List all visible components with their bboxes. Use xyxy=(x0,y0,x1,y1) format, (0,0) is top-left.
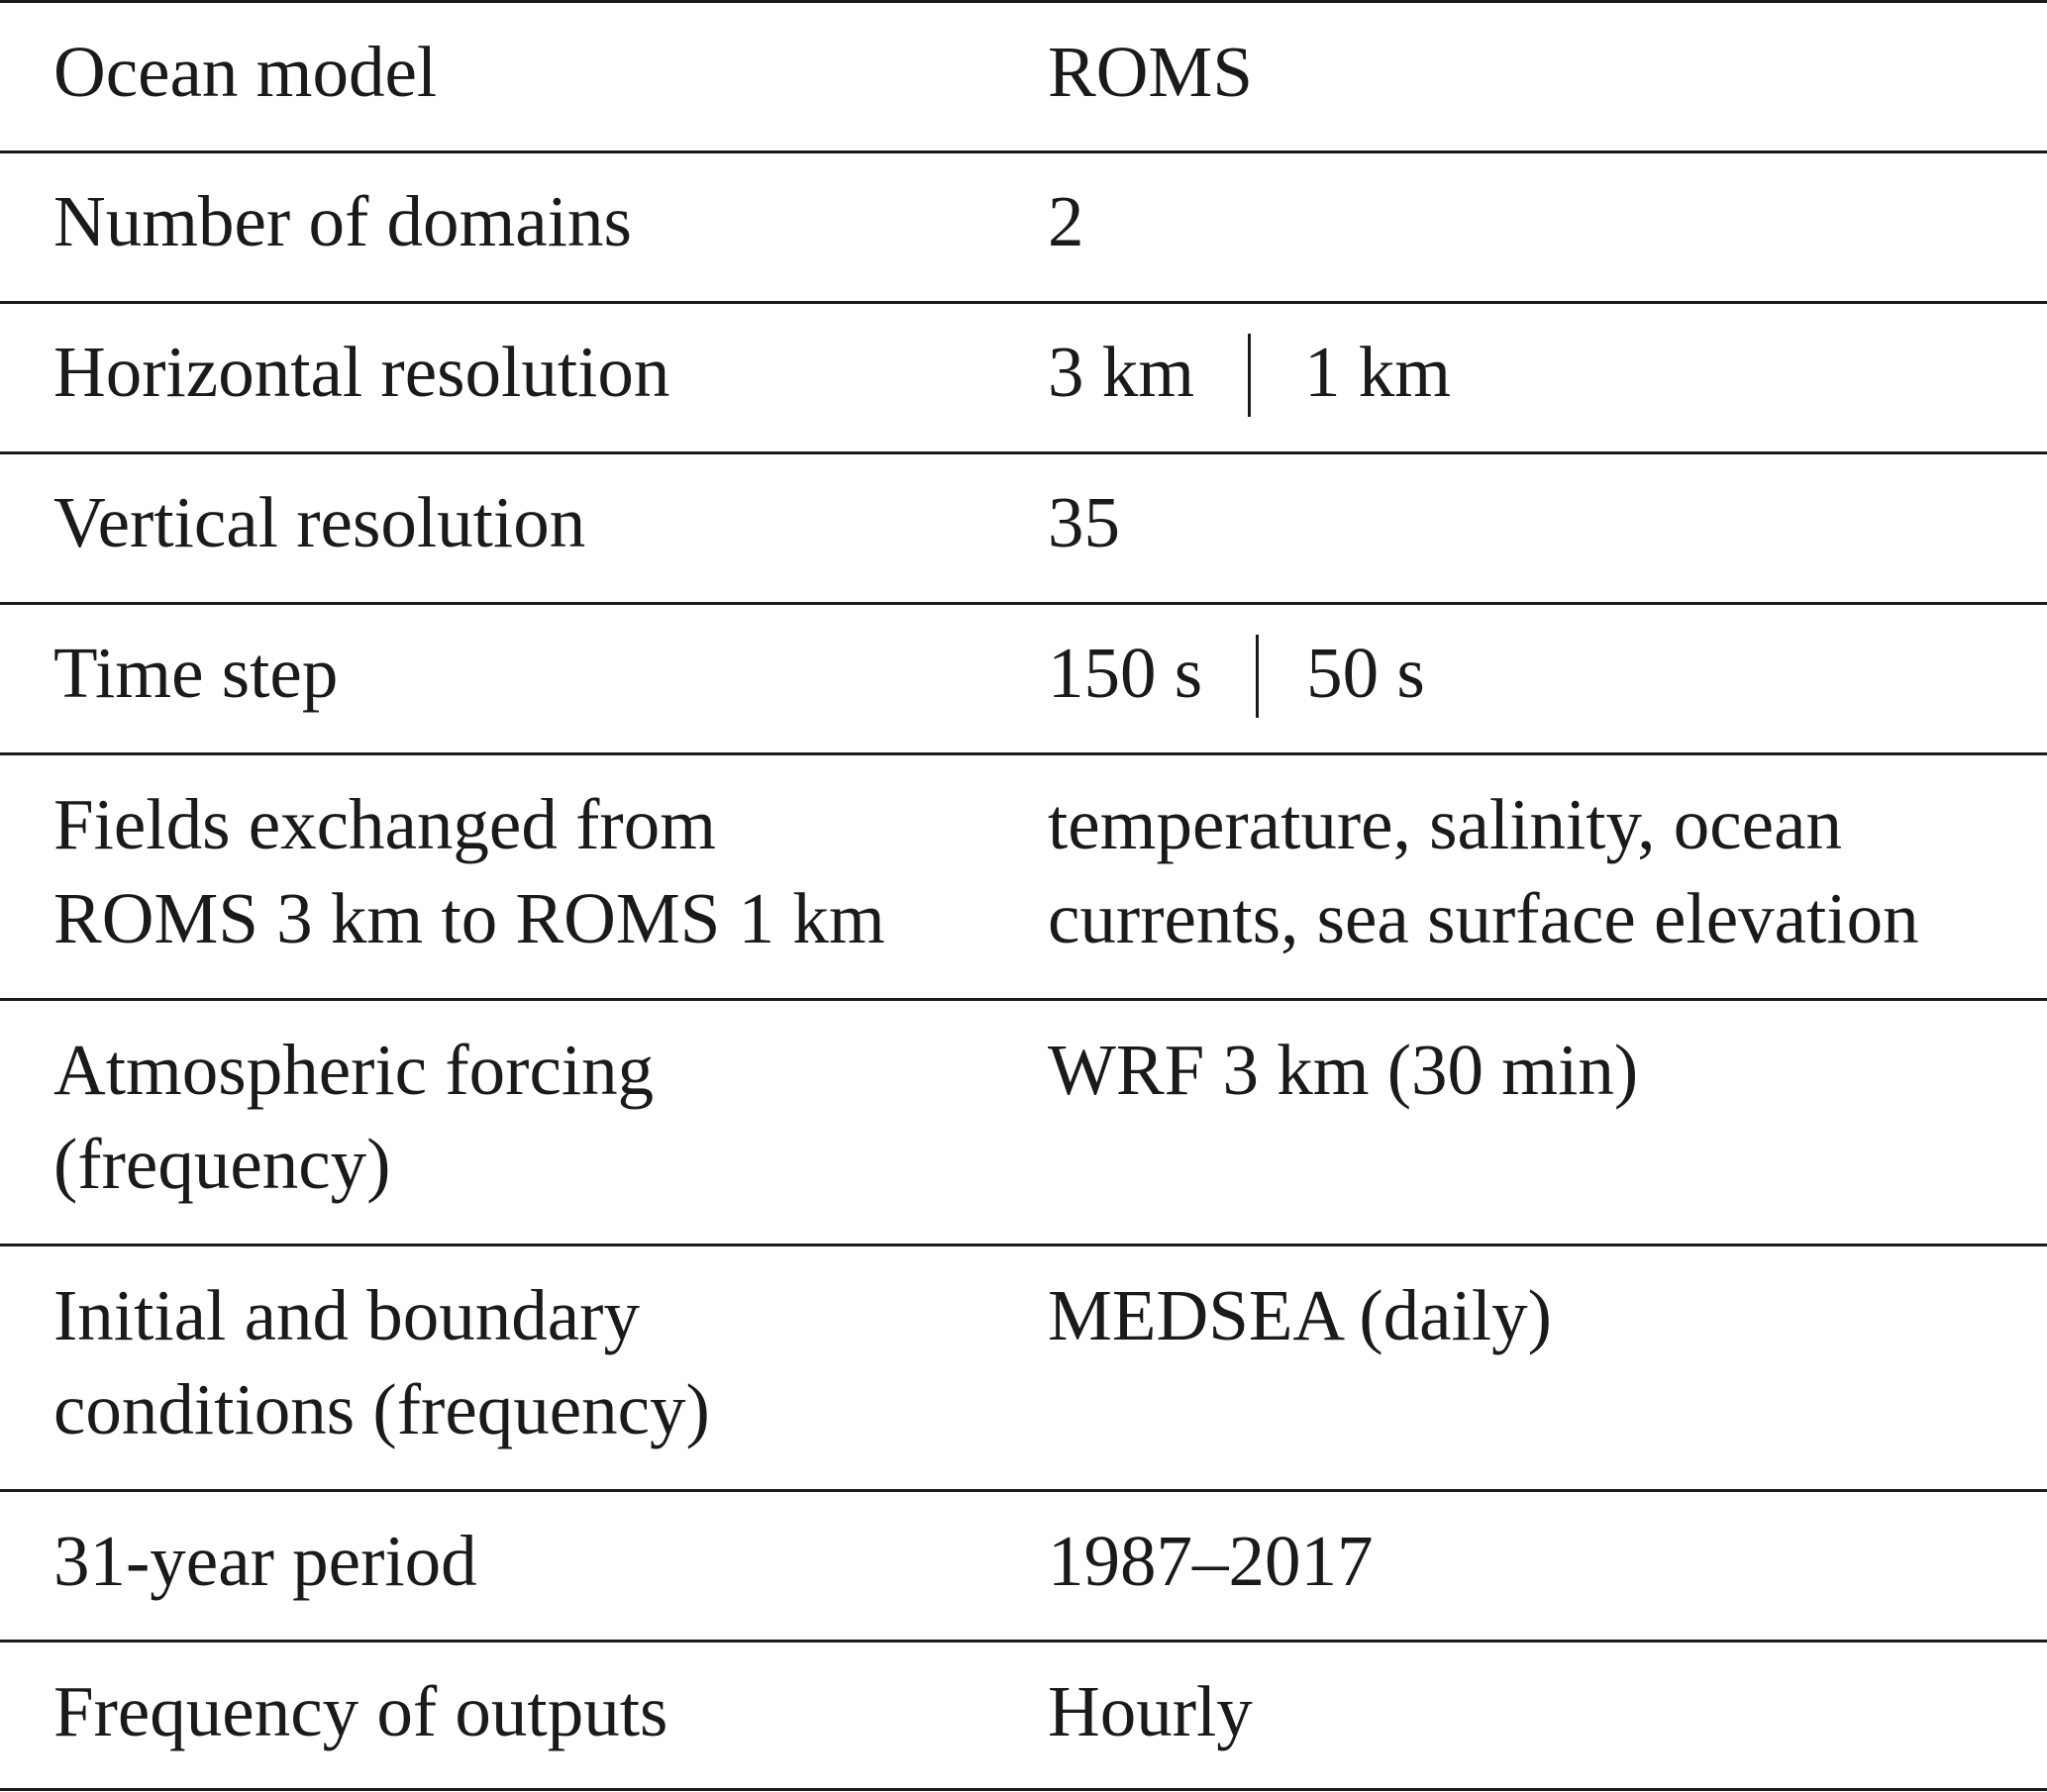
split-value xyxy=(1048,626,1425,722)
table-row-vertical-resolution xyxy=(0,451,2047,602)
value-cell xyxy=(1048,475,1120,569)
value-cell xyxy=(1048,325,1451,421)
table-row-horizontal-resolution xyxy=(0,301,2047,451)
param-text: (frequency) xyxy=(53,1124,391,1204)
value-text: 1987–2017 xyxy=(1048,1521,1374,1601)
param-text: Fields exchanged from xyxy=(53,784,716,864)
param-cell xyxy=(53,1268,710,1456)
table-row-period xyxy=(0,1489,2047,1640)
table-row-time-step xyxy=(0,602,2047,752)
param-cell xyxy=(53,777,885,965)
param-text: Atmospheric forcing xyxy=(53,1030,655,1110)
value-cell xyxy=(1048,1664,1253,1758)
value-cell xyxy=(1048,626,1425,722)
param-text: Ocean model xyxy=(53,32,438,112)
param-cell xyxy=(53,1023,654,1211)
param-cell xyxy=(53,25,437,119)
param-text: ROMS 3 km to ROMS 1 km xyxy=(53,878,885,958)
value-cell xyxy=(1048,25,1253,119)
table-row-initial-boundary xyxy=(0,1244,2047,1489)
column-divider xyxy=(1256,635,1259,718)
table-row-atmospheric-forcing xyxy=(0,998,2047,1244)
value-cell xyxy=(1048,1023,1638,1117)
column-divider xyxy=(1248,334,1251,417)
value-text: Hourly xyxy=(1048,1671,1253,1751)
value-right: 1 km xyxy=(1304,332,1452,412)
param-cell xyxy=(53,1664,667,1758)
table-row-fields-exchanged xyxy=(0,752,2047,998)
value-text: 2 xyxy=(1048,181,1084,261)
value-cell xyxy=(1048,1514,1374,1608)
param-cell xyxy=(53,174,632,268)
param-text: Initial and boundary xyxy=(53,1275,640,1355)
table-row-number-of-domains xyxy=(0,150,2047,301)
value-cell xyxy=(1048,1268,1552,1362)
value-left: 150 s xyxy=(1048,633,1203,713)
value-cell xyxy=(1048,777,1919,965)
value-left: 3 km xyxy=(1048,332,1195,412)
value-text: WRF 3 km (30 min) xyxy=(1048,1030,1639,1110)
value-text: ROMS xyxy=(1048,32,1253,112)
param-text: Vertical resolution xyxy=(53,482,586,562)
table-row-ocean-model xyxy=(0,0,2047,150)
param-cell xyxy=(53,325,669,419)
param-cell xyxy=(53,1514,477,1608)
param-cell xyxy=(53,626,338,720)
value-text: 35 xyxy=(1048,482,1120,562)
param-text: Number of domains xyxy=(53,181,632,261)
split-value xyxy=(1048,325,1451,421)
value-text: temperature, salinity, ocean xyxy=(1048,784,1842,864)
param-text: Frequency of outputs xyxy=(53,1671,668,1751)
value-text: currents, sea surface elevation xyxy=(1048,878,1919,958)
value-right: 50 s xyxy=(1306,633,1425,713)
param-text: Time step xyxy=(53,633,339,713)
param-cell xyxy=(53,475,585,569)
table-row-frequency-outputs xyxy=(0,1640,2047,1791)
param-text: 31-year period xyxy=(53,1521,477,1601)
param-text: conditions (frequency) xyxy=(53,1369,710,1449)
value-cell xyxy=(1048,174,1084,268)
param-text: Horizontal resolution xyxy=(53,332,670,412)
value-text: MEDSEA (daily) xyxy=(1048,1275,1552,1355)
